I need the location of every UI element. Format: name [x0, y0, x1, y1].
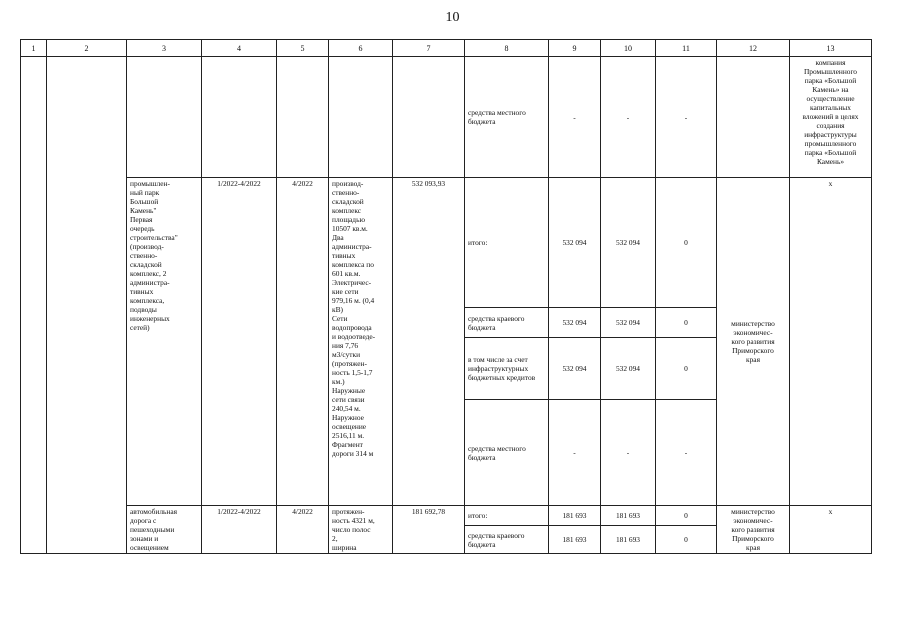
note-col13: х: [790, 506, 872, 554]
cell-col7: [393, 57, 465, 178]
header-cell-10: 10: [601, 40, 656, 57]
responsible-ministry: министерство экономичес- кого развития Приморского края: [717, 178, 790, 506]
value-col10: 181 693: [601, 506, 656, 526]
page-number: 10: [445, 10, 460, 25]
value-col11: 0: [656, 338, 717, 400]
value-col10: -: [601, 57, 656, 178]
header-cell-6: 6: [329, 40, 393, 57]
header-cell-9: 9: [549, 40, 601, 57]
end-date: 4/2022: [277, 178, 329, 506]
header-cell-7: 7: [393, 40, 465, 57]
funding-source: в том числе за счет инфраструктурных бюджетных кредитов: [465, 338, 549, 400]
budget-table: [20, 39, 872, 554]
value-col9: 181 693: [549, 506, 601, 526]
cell-col5: [277, 57, 329, 178]
value-col10: 532 094: [601, 338, 656, 400]
header-cell-1: 1: [21, 40, 47, 57]
note-col13: компания Промышленного парка «Большой Камень» на осуществление капитальных вложений в целях создания инфраструктуры промышленного парка «Большой Камень»: [790, 57, 872, 178]
funding-source: итого:: [465, 506, 549, 526]
period: 1/2022-4/2022: [202, 178, 277, 506]
object-name: промышлен- ный парк Большой Камень" Первая очередь строительства" (производ- ственно- складской комплекс, 2 администра- тивных комплекса, подводы инженерных сетей): [127, 178, 202, 506]
value-col11: 0: [656, 526, 717, 554]
header-cell-13: 13: [790, 40, 872, 57]
value-col10: -: [601, 400, 656, 506]
value-col10: 532 094: [601, 178, 656, 308]
header-cell-11: 11: [656, 40, 717, 57]
value-col10: 181 693: [601, 526, 656, 554]
header-cell-5: 5: [277, 40, 329, 57]
header-cell-3: 3: [127, 40, 202, 57]
header-cell-8: 8: [465, 40, 549, 57]
value-col9: 532 094: [549, 308, 601, 338]
cell-col3: [127, 57, 202, 178]
note-col13: х: [790, 178, 872, 506]
table-row: [21, 178, 872, 308]
table-row: [21, 506, 872, 526]
value-col9: 532 094: [549, 178, 601, 308]
cell-col4: [202, 57, 277, 178]
funding-source: итого:: [465, 178, 549, 308]
funding-source: средства краевого бюджета: [465, 308, 549, 338]
value-col9: 532 094: [549, 338, 601, 400]
header-cell-4: 4: [202, 40, 277, 57]
funding-source: средства местного бюджета: [465, 57, 549, 178]
end-date: 4/2022: [277, 506, 329, 554]
header-cell-2: 2: [47, 40, 127, 57]
object-name: автомобильная дорога с пешеходными зонами и освещением: [127, 506, 202, 554]
header-cell-12: 12: [717, 40, 790, 57]
funding-source: средства местного бюджета: [465, 400, 549, 506]
header-row: [21, 40, 872, 57]
value-col9: 181 693: [549, 526, 601, 554]
value-col10: 532 094: [601, 308, 656, 338]
object-description: протяжен- ность 4321 м, число полос 2, ширина: [329, 506, 393, 554]
value-col11: 0: [656, 308, 717, 338]
cell-col1: [21, 57, 47, 554]
value-col11: 0: [656, 178, 717, 308]
value-col11: 0: [656, 506, 717, 526]
value-col9: -: [549, 400, 601, 506]
value-col11: -: [656, 400, 717, 506]
cell-col2: [47, 57, 127, 554]
table-row: [21, 57, 872, 178]
estimated-cost: 532 093,93: [393, 178, 465, 506]
cell-col6: [329, 57, 393, 178]
object-description: производ- ственно- складской комплекс площадью 10507 кв.м. Два администра- тивных комплекса по 601 кв.м. Электричес- кие сети 979,16 м. (0,4 кВ) Сети водопровода и водоотведе- ния 7,76 м3/сутки (протяжен- ность 1,5-1,7 км.) Наружные сети связи 240,54 м. Наружное освещение 2516,11 м. Фрагмент дороги 314 м: [329, 178, 393, 506]
responsible-ministry: министерство экономичес- кого развития Приморского края: [717, 506, 790, 554]
funding-source: средства краевого бюджета: [465, 526, 549, 554]
estimated-cost: 181 692,78: [393, 506, 465, 554]
period: 1/2022-4/2022: [202, 506, 277, 554]
cell-col12: [717, 57, 790, 178]
value-col11: -: [656, 57, 717, 178]
value-col9: -: [549, 57, 601, 178]
